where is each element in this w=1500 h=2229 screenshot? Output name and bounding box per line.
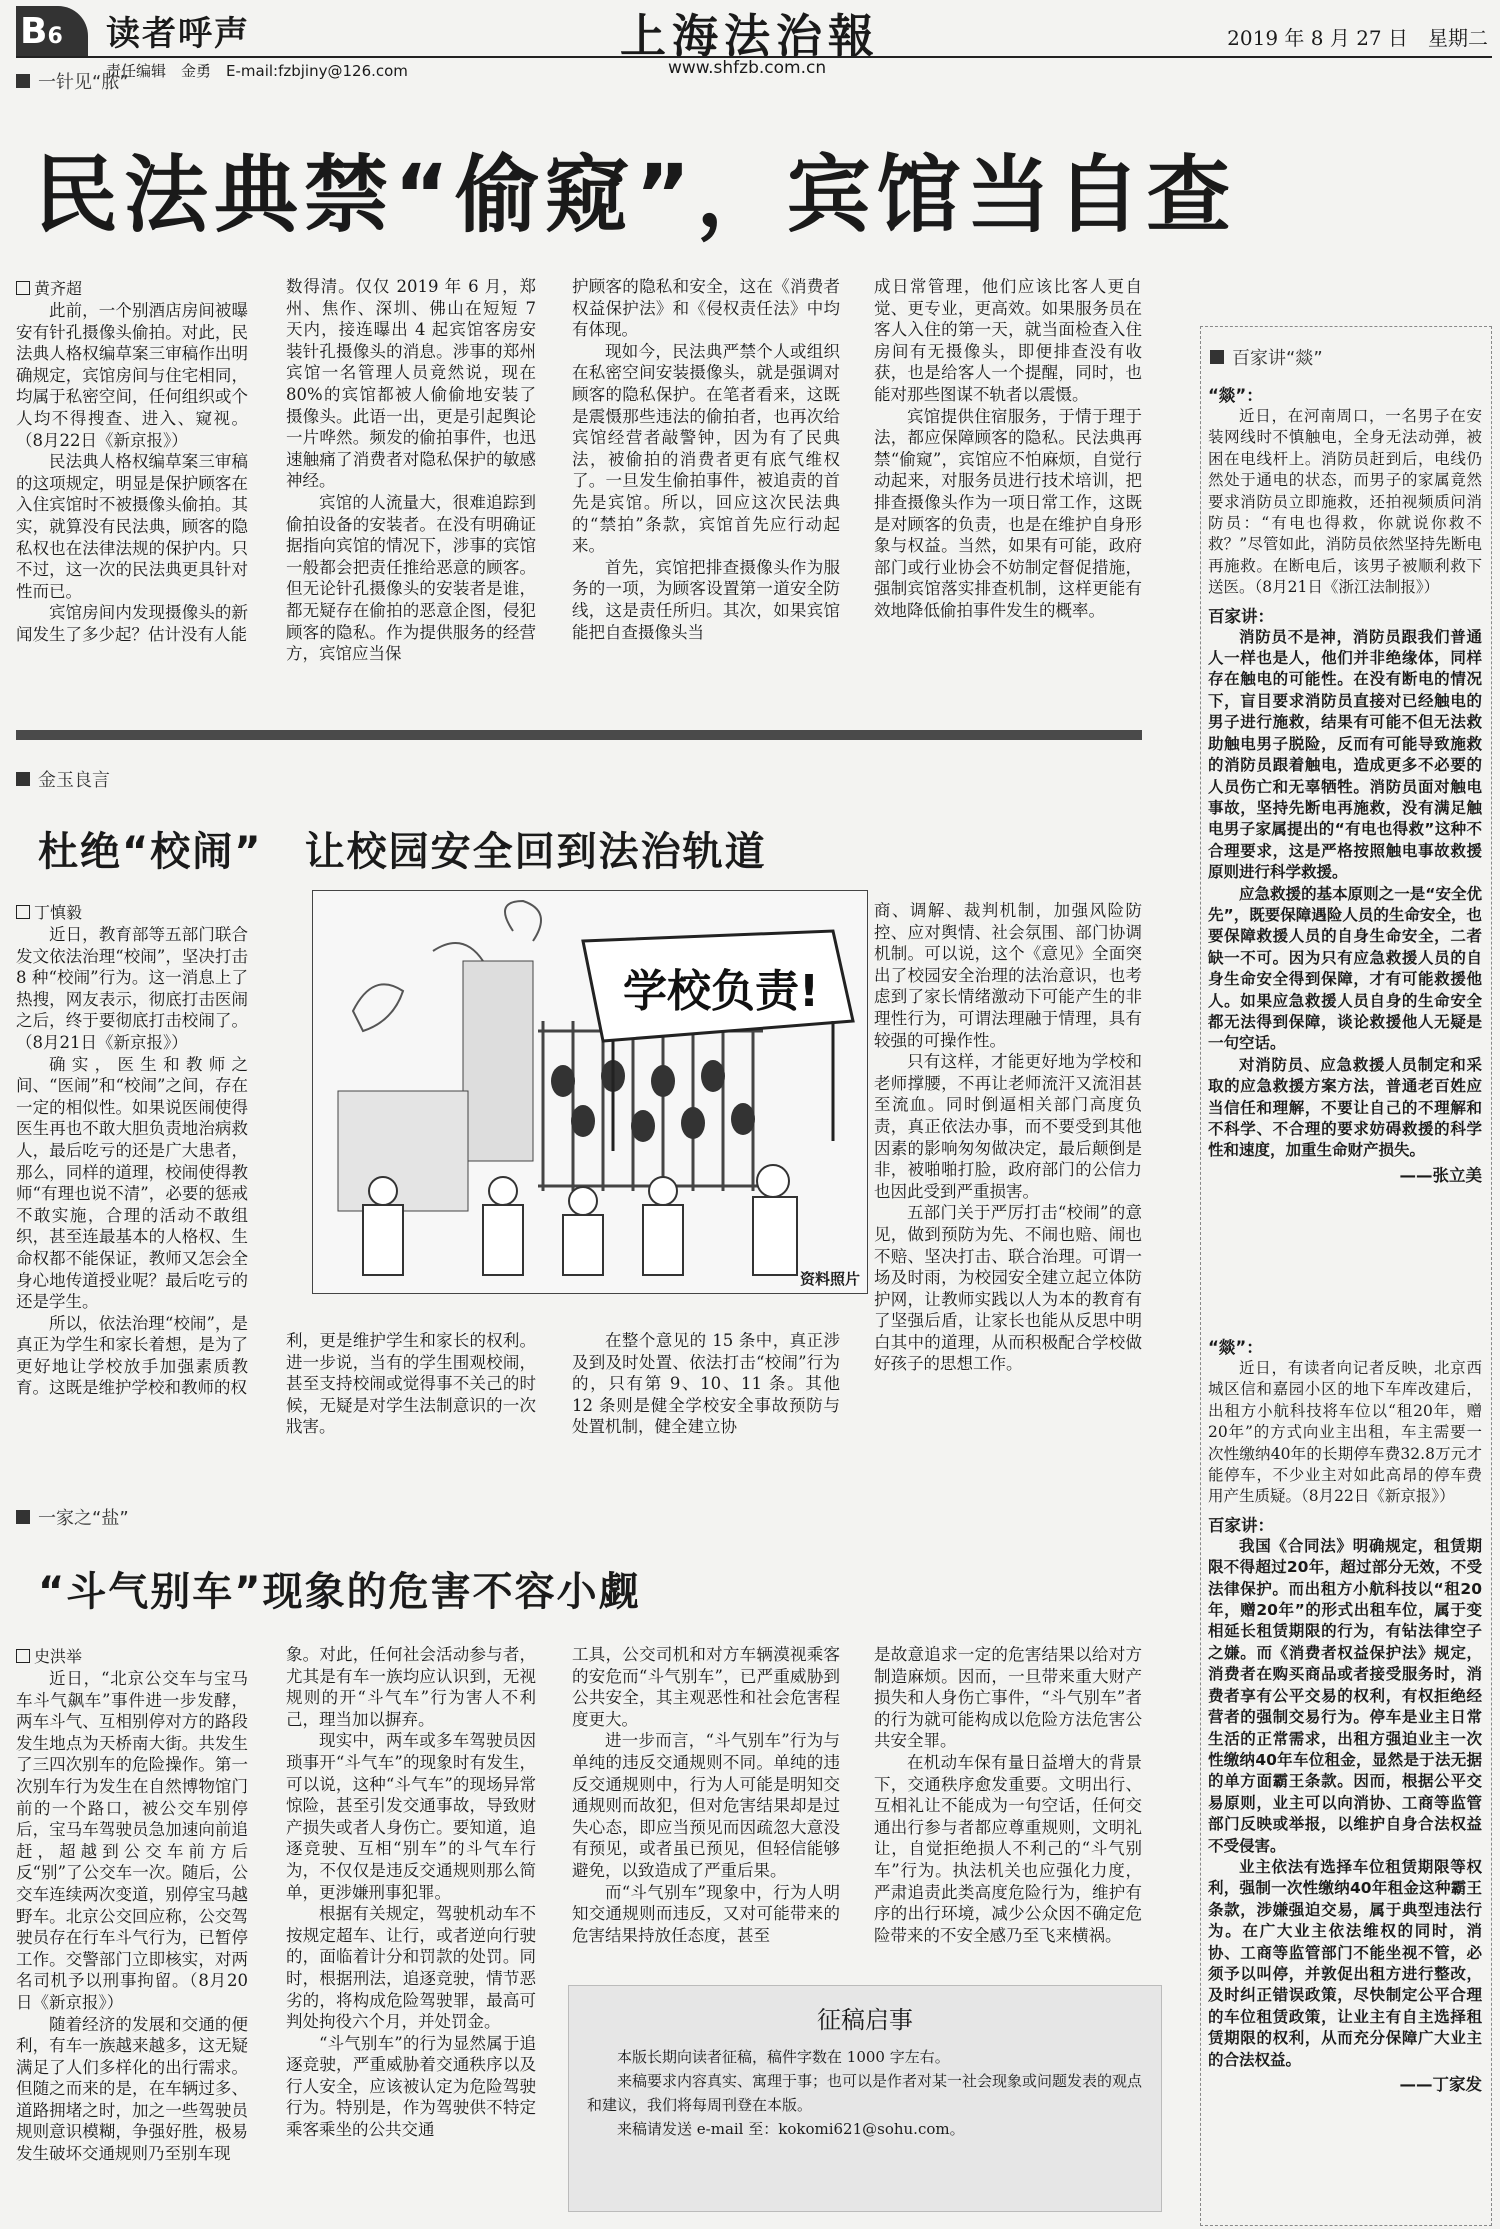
article3-author: 史洪举: [34, 1647, 83, 1666]
paragraph: 进一步而言，“斗气别车”行为与单纯的违反交通规则不同。单纯的违反交通规则中，行为人可能是明知交通规则而故犯，但对危害结果却是过失心态，即应当预见而因疏忽大意没有预见，或者虽已预见，但轻信能够避免，以致造成了严重后果。: [572, 1731, 840, 1880]
sidebar-item1-text: [1208, 406, 1482, 599]
paragraph: 我国《合同法》明确规定，租赁期限不得超过20年，超过部分无效，不受法律保护。而出租方小航科技以“租20年，赠20年”的形式出租车位，属于变相延长租赁期限的行为，有钻法律空子之嫌。而《消费者权益保护法》规定，消费者在购买商品或者接受服务时，消费者享有公平交易的权利，有权拒绝经营者的强制交易行为。停车是业主日常生活的正常需求，出租方强迫业主一次性缴纳40年车位租金，显然是于法无据的单方面霸王条款。因而，根据公平交易原则，业主可以向消协、工商等监管部门反映或举报，以维护自身合法权益不受侵害。: [1208, 1536, 1482, 1855]
sidebar-item1-reply-label: 百家讲：: [1208, 606, 1274, 626]
article1-col3: [572, 276, 840, 690]
article2-author: 丁慎毅: [34, 903, 83, 922]
article1-col2: [286, 276, 536, 690]
paragraph: 确实，医生和教师之间、“医闹”和“校闹”之间，存在一定的相似性。如果说医闹使得医生再也不敢大胆负责地治病救人，最后吃亏的还是广大患者，那么，同样的道理，校闹使得教师“有理也说不清”，必要的惩戒不敢实施，合理的活动不敢组织，甚至连最基本的人格权、生命权都不能保证，教师又怎会全身心地传道授业呢？最后吃亏的还是学生。: [16, 1054, 248, 1312]
byline-box-icon: [16, 905, 30, 919]
sidebar-item1: [1208, 382, 1482, 1186]
article2-headline: 杜绝“校闹” 让校园安全回到法治轨道: [38, 829, 767, 875]
kicker-square-icon: [1210, 350, 1224, 364]
article3-kicker-text: 一家之“盐”: [38, 1508, 129, 1529]
paragraph: 商、调解、裁判机制，加强风险防控、应对舆情、社会氛围、部门协调机制。可以说，这个《意见》全面突出了校园安全治理的法治意识，也考虑到了家长情绪激动下可能产生的非理性行为，可谓法理融于情理，具有较强的可操作性。: [874, 901, 1142, 1050]
article1-author: 黄齐超: [34, 279, 83, 298]
article1-byline: [16, 276, 82, 299]
article2-kicker: [16, 766, 110, 792]
header-divider: [16, 56, 1492, 58]
paragraph: 近日，在河南周口，一名男子在安装网线时不慎触电，全身无法动弹，被困在电线杆上。消防员赶到后，电线仍然处于通电的状态，而男子的家属竟然要求消防员立即施救，还拍视频质问消防员：“有电也得救，你就说你救不救？”尽管如此，消防员依然坚持先断电再施救。在断电后，该男子被顺利救下送医。（8月21日《浙江法制报》）: [1208, 407, 1482, 597]
paragraph: 工具，公交司机和对方车辆漠视乘客的安危而“斗气别车”，已严重威胁到公共安全，其主观恶性和社会危害程度更大。: [572, 1645, 840, 1729]
sidebar-kicker: [1210, 344, 1323, 370]
sidebar-item1-label: “燚”：: [1208, 386, 1263, 405]
sidebar-kicker-text: 百家讲“燚”: [1232, 348, 1323, 369]
sidebar-item1-signature: ——张立美: [1399, 1165, 1482, 1185]
article2-col4: [874, 900, 1142, 1458]
article2-col1: [16, 924, 248, 1458]
sidebar-item2-label: “燚”：: [1208, 1338, 1263, 1357]
paragraph: 象。对此，任何社会活动参与者，尤其是有车一族均应认识到，无视规则的开“斗气车”行为害人不利己，理当加以摒弃。: [286, 1645, 536, 1729]
sidebar-item2-reply-label: 百家讲：: [1208, 1515, 1274, 1535]
cartoon-banner-text: 学校负责!: [623, 966, 820, 1017]
paragraph: 现实中，两车或多车驾驶员因琐事开“斗气车”的现象时有发生，可以说，这种“斗气车”的现场异常惊险，甚至引发交通事故，导致财产损失或者人身伤亡。要知道，追逐竞驶、互相“别车”的斗气车行为，不仅仅是违反交通规则那么简单，更涉嫌刑事犯罪。: [286, 1731, 536, 1902]
paragraph: 应急救援的基本原则之一是“安全优先”，既要保障遇险人员的生命安全，也要保障救援人员的自身生命安全，二者缺一不可。因为只有应急救援人员的自身生命安全得到保障，才有可能救援他人。如果应急救援人员自身的生命安全都无法得到保障，谈论救援他人无疑是一句空话。: [1208, 884, 1482, 1053]
notice-title: 征稿启事: [817, 2006, 913, 2034]
notice-email-line[interactable]: 来稿请发送 e-mail 至：kokomi621@sohu.com。: [617, 2120, 965, 2138]
sidebar-item2-text: [1208, 1358, 1482, 1508]
paragraph: 是故意追求一定的危害结果以给对方制造麻烦。因而，一旦带来重大财产损失和人身伤亡事件，“斗气别车”者的行为就可能构成以危险方法危害公共安全罪。: [874, 1645, 1142, 1751]
byline-box-icon: [16, 281, 30, 295]
paragraph: 利，更是维护学生和家长的权利。进一步说，当有的学生围观校闹，甚至支持校闹或觉得事不关己的时候，无疑是对学生法制意识的一次戕害。: [286, 1331, 536, 1437]
notice-line: 本版长期向读者征稿，稿件字数在 1000 字左右。: [617, 2048, 950, 2066]
paragraph: 业主依法有选择车位租赁期限等权利，强制一次性缴纳40年租金这种霸王条款，涉嫌强迫交易，属于典型违法行为。在广大业主依法维权的同时，消协、工商等监管部门不能坐视不管，必须予以叫停，并敦促出租方进行整改，及时纠正错误政策，尽快制定公平合理的车位租赁政策，让业主有自主选择租赁期限的权利，从而充分保障广大业主的合法权益。: [1208, 1857, 1482, 2069]
paragraph: 数得清。仅仅 2019 年 6 月，郑州、焦作、深圳、佛山在短短 7 天内，接连曝出 4 起宾馆客房安装针孔摄像头的消息。涉事的郑州宾馆一名管理人员竟然说，现在 80%的宾馆都被人偷偷地安装了摄像头。此语一出，更是引起舆论一片哗然。频发的偷拍事件，也迅速触痛了消费者对隐私保护的敏感神经。: [286, 277, 536, 491]
paragraph: 消防员不是神，消防员跟我们普通人一样也是人，他们并非绝缘体，同样存在触电的可能性。在没有断电的情况下，盲目要求消防员直接对已经触电的男子进行施救，结果有可能不但无法救助触电男子脱险，反而有可能导致施救的消防员跟着触电，造成更多不必要的人员伤亡和无辜牺牲。消防员面对触电事故，坚持先断电再施救，没有满足触电男子家属提出的“有电也得救”这种不合理要求，这是严格按照触电事故救援原则进行科学救援。: [1208, 627, 1482, 882]
sidebar-item2-reply: [1208, 1536, 1482, 2071]
paragraph: 随着经济的发展和交通的便利，有车一族越来越多，这无疑满足了人们多样化的出行需求。但随之而来的是，在车辆过多、道路拥堵之时，加之一些驾驶员规则意识模糊，争强好胜，极易发生破坏交通规则乃至别车现: [16, 2014, 248, 2164]
sidebar-item2-signature: ——丁家发: [1399, 2075, 1482, 2094]
paragraph: 在整个意见的 15 条中，真正涉及到及时处置、依法打击“校闹”行为的，只有第 9、10、11 条。其他 12 条则是健全学校安全事故预防与处置机制，健全建立协: [572, 1331, 840, 1437]
notice-line: 来稿要求内容真实、寓理于事；也可以是作者对某一社会现象或问题发表的观点和建议，我们将每周刊登在本版。: [587, 2072, 1143, 2114]
article2-kicker-text: 金玉良言: [38, 770, 110, 791]
article2-col2: [286, 1330, 536, 1458]
article3-col2: [286, 1644, 536, 2224]
article3-byline: [16, 1644, 82, 1667]
article1-col1: [16, 300, 248, 690]
sidebar-item2: [1208, 1334, 1482, 2095]
paragraph: 近日，教育部等五部门联合发文依法治理“校闹”，坚决打击 8 种“校闹”行为。这一消息上了热搜，网友表示，彻底打击医闹之后，终于要彻底打击校闹了。（8月21日《新京报》）: [16, 925, 248, 1052]
article3-col3: [572, 1644, 840, 1974]
issue-date: 2019 年 8 月 27 日 星期二: [1227, 26, 1488, 50]
article1-headline: 民法典禁“偷窥”，宾馆当自查: [34, 146, 1237, 244]
article2-byline: [16, 900, 82, 923]
paragraph: 宾馆提供住宿服务，于情于理于法，都应保障顾客的隐私。民法典再禁“偷窥”，宾馆应不怕麻烦，自觉行动起来，对服务员进行技术培训，把排查摄像头作为一项日常工作，这既是对顾客的负责，也是在维护自身形象与权益。当然，如果有可能，政府部门或行业协会不妨制定督促措施，强制宾馆落实排查机制，这样更能有效地降低偷拍事件发生的概率。: [874, 406, 1142, 620]
article1-col4: [874, 276, 1142, 690]
notice-body: [569, 2045, 1161, 2141]
article2-col3: [572, 1330, 840, 1458]
sidebar-column: [1200, 326, 1492, 2226]
paragraph: 所以，依法治理“校闹”，是真正为学生和家长着想，是为了更好地让学校放手加强素质教育。这既是维护学校和教师的权: [16, 1313, 248, 1398]
newspaper-url[interactable]: www.shfzb.com.cn: [668, 58, 827, 78]
byline-box-icon: [16, 1649, 30, 1663]
newspaper-masthead: 上海法治報: [620, 9, 880, 63]
paragraph: “斗气别车”的行为显然属于追逐竞驶，严重威胁着交通秩序以及行人安全，应该被认定为危险驾驶行为。特别是，作为驾驶供不特定乘客乘坐的公共交通: [286, 2033, 536, 2140]
article1-kicker: [16, 68, 129, 94]
paragraph: 近日，有读者向记者反映，北京西城区信和嘉园小区的地下车库改建后，出租方小航科技将车位以“租20年，赠20年”的方式向业主出租，车主需要一次性缴纳40年的长期停车费32.8万元才能停车，不少业主对如此高昂的停车费用产生质疑。（8月22日《新京报》）: [1208, 1359, 1482, 1506]
paragraph: 只有这样，才能更好地为学校和老师撑腰，不再让老师流汗又流泪甚至流血。同时倒逼相关部门高度负责，真正依法办事，而不要受到其他因素的影响匆匆做决定，最后颠倒是非，被啪啪打脸，政府部门的公信力也因此受到严重损害。: [874, 1052, 1142, 1201]
paragraph: 民法典人格权编草案三审稿的这项规定，明显是保护顾客在入住宾馆时不被摄像头偷拍。其实，就算没有民法典，顾客的隐私权也在法律法规的保护内。只不过，这一次的民法典更具针对性而已。: [16, 452, 248, 601]
paragraph: 对消防员、应急救援人员制定和采取的应急救援方案方法，普通老百姓应当信任和理解，不要让自己的不理解和不科学、不合理的要求妨碍救援的科学性和速度，加重生命财产损失。: [1208, 1055, 1482, 1160]
paragraph: 在机动车保有量日益增大的背景下，交通秩序愈发重要。文明出行、互相礼让不能成为一句空话，任何交通出行参与者都应尊重规则，文明礼让，自觉拒绝损人不利己的“斗气别车”行为。执法机关也应强化力度，严肃追责此类高度危险行为，维护有序的出行环境，减少公众因不确定危险带来的不安全感乃至飞来横祸。: [874, 1752, 1142, 1945]
call-for-papers-box: [568, 1985, 1162, 2212]
page-number: 6: [47, 24, 63, 49]
paragraph: 而“斗气别车”现象中，行为人明知交通规则而违反，又对可能带来的危害结果持放任态度，甚至: [572, 1882, 840, 1945]
paragraph: 现如今，民法典严禁个人或组织在私密空间安装摄像头，就是强调对顾客的隐私保护。在笔者看来，这既是震慑那些违法的偷拍者，也再次给宾馆经营者敲警钟，因为有了民典法，被偷拍的消费者更有底气维权了。一旦发生偷拍事件，被追责的首先是宾馆。所以，回应这次民法典的“禁拍”条款，宾馆首先应行动起来。: [572, 341, 840, 556]
article3-kicker: [16, 1504, 129, 1530]
school-gate-cartoon-icon: [313, 891, 867, 1293]
article3-col4: [874, 1644, 1142, 1974]
paragraph: 近日，“北京公交车与宝马车斗气飙车”事件进一步发酵，两车斗气、互相别停对方的路段发生地点为天桥南大街。共发生了三四次别车的危险操作。第一次别车行为发生在自然博物馆门前的一个路口，被公交车别停后，宝马车驾驶员急加速向前追赶，超越到公交车前方后反“别”了公交车一次。随后，公交车连续两次变道，别停宝马越野车。北京公交回应称，公交驾驶员存在行车斗气行为，已暂停工作。交警部门立即核实，对两名司机予以刑事拘留。（8月20日《新京报》）: [16, 1669, 248, 2012]
cartoon-illustration: [312, 890, 868, 1294]
paragraph: 宾馆房间内发现摄像头的新闻发生了多少起？估计没有人能: [16, 603, 248, 644]
paragraph: 五部门关于严厉打击“校闹”的意见，做到预防为先、不闹也赔、闹也不赔、坚决打击、联合治理。可谓一场及时雨，为校园安全建立起立体防护网，让教师实践以人为本的教育有了坚强后盾，让家长也能从反思中明白其中的道理，从而积极配合学校做好孩子的思想工作。: [874, 1203, 1142, 1374]
kicker-square-icon: [16, 1510, 30, 1524]
article3-col1: [16, 1668, 248, 2224]
cartoon-caption: 资料照片: [800, 1270, 861, 1288]
page-badge: [16, 6, 88, 58]
paragraph: 成日常管理，他们应该比客人更自觉、更专业，更高效。如果服务员在客人入住的第一天，就当面检查入住房间有无摄像头，即便排查没有收获，也是给客人一个提醒，同时，也能对那些图谋不轨者以震慑。: [874, 277, 1142, 404]
paragraph: 根据有关规定，驾驶机动车不按规定超车、让行，或者逆向行驶的，面临着计分和罚款的处罚。同时，根据刑法，追逐竞驶，情节恶劣的，将构成危险驾驶罪，最高可判处拘役六个月，并处罚金。: [286, 1904, 536, 2032]
sidebar-item1-reply: [1208, 627, 1482, 1162]
paragraph: 此前，一个别酒店房间被曝安有针孔摄像头偷拍。对此，民法典人格权编草案三审稿作出明确规定，宾馆房间与住宅相同，均属于私密空间，任何组织或个人均不得搜查、进入、窥视。（8月22日《新京报》）: [16, 301, 248, 450]
section-title: 读者呼声: [106, 14, 250, 54]
paragraph: 首先，宾馆把排查摄像头作为服务的一项，为顾客设置第一道安全防线，这是责任所归。其次，如果宾馆能把自查摄像头当: [572, 557, 840, 642]
article3-headline: “斗气别车”现象的危害不容小觑: [38, 1569, 641, 1615]
kicker-square-icon: [16, 74, 30, 88]
page-code: B: [20, 11, 48, 52]
paragraph: 护顾客的隐私和安全，这在《消费者权益保护法》和《侵权责任法》中均有体现。: [572, 277, 840, 340]
section-divider: [16, 730, 1142, 740]
article1-kicker-text: 一针见“脓”: [38, 72, 129, 93]
editor-info: 责任编辑 金勇 E-mail:fzbjiny@126.com: [106, 62, 408, 80]
kicker-square-icon: [16, 772, 30, 786]
paragraph: 宾馆的人流量大，很难追踪到偷拍设备的安装者。在没有明确证据指向宾馆的情况下，涉事的宾馆一般都会把责任推给恶意的顾客。但无论针孔摄像头的安装者是谁，都无疑存在偷拍的恶意企图，侵犯顾客的隐私。作为提供服务的经营方，宾馆应当保: [286, 492, 536, 664]
